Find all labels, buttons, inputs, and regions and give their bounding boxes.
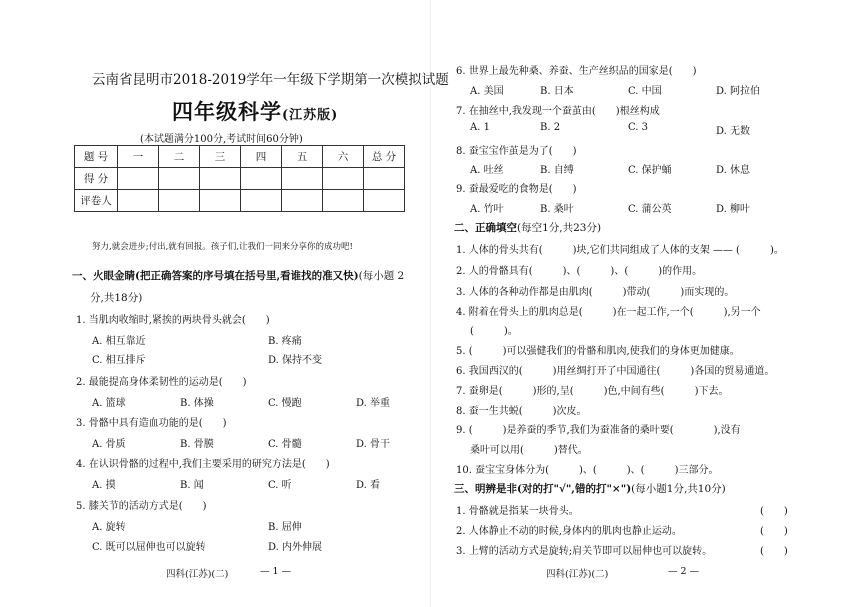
fill-item: 1. 人体的骨头共有( )块,它们共同组成了人体的支架 —— ( )。 [456,245,784,256]
option: C. 蒲公英 [628,204,672,215]
score-cell[interactable] [118,168,159,190]
option: D. 内外伸展 [268,542,323,553]
option: C. 中国 [628,86,662,97]
option: C. 骨髓 [268,439,302,450]
score-row-label: 得 分 [75,168,118,190]
score-table-header: 一 [118,146,159,168]
option: B. 日本 [540,86,574,97]
score-table-header: 六 [323,146,364,168]
option: C. 听 [268,480,292,491]
right-page [430,0,860,607]
score-cell[interactable] [323,190,364,212]
subject-heading [172,96,338,126]
question: 6. 世界上最先种桑、养蚕、生产丝织品的国家是( ) [456,66,697,77]
option: A. 旋转 [92,522,126,533]
fill-item: 7. 蚕卵是( )形的,呈( )色,中间有些( )下去。 [456,386,729,397]
option: B. 体操 [180,398,214,409]
page-number: — 1 — [260,566,292,577]
question: 3. 骨骼中具有造血功能的是( ) [76,418,227,429]
score-row-label: 评卷人 [75,190,118,212]
option: A. 吐丝 [470,165,504,176]
option: A. 相互靠近 [92,336,146,347]
option: B. 骨膜 [180,439,214,450]
score-cell[interactable] [159,190,200,212]
score-cell[interactable] [323,168,364,190]
fill-item: 4. 附着在骨头上的肌肉总是( )在一起工作,一个( ),另一个 [456,307,761,318]
judge-item: 3. 上臂的活动方式是旋转;肩关节即可以屈伸也可以旋转。 [456,546,713,557]
question: 1. 当肌肉收缩时,紧挨的两块骨头就会( ) [76,315,270,326]
fill-item: 6. 我国西汉的( )用丝绸打开了中国通往( )各国的贸易通道。 [456,366,775,377]
section3-score: (每小题1分,共10分) [631,483,726,495]
question: 5. 膝关节的活动方式是( ) [76,501,207,512]
option: D. 休息 [716,165,751,176]
option: B. 屈伸 [268,522,302,533]
exam-title: 云南省昆明市2018-2019学年一年级下学期第一次模拟试题 [92,72,449,88]
score-table-header: 总 分 [364,146,405,168]
question: 7. 在抽丝中,我发现一个蚕茧由( )根丝构成 [456,106,660,117]
score-table-header-row [75,146,405,168]
option: C. 保护蛹 [628,165,672,176]
score-cell[interactable] [159,168,200,190]
option: D. 看 [356,480,381,491]
option: A. 骨质 [92,439,126,450]
answer-paren[interactable]: ( ) [760,506,788,517]
option: D. 阿拉伯 [716,86,761,97]
section2-title-text: 二、正确填空 [454,222,517,234]
fill-item: 10. 蚕宝宝身体分为( )、( )、( )三部分。 [456,465,719,476]
option: D. 无数 [716,126,751,137]
option: B. 2 [540,122,561,133]
section1-title [72,268,404,283]
option: B. 闻 [180,480,204,491]
option: B. 自缚 [540,165,574,176]
option: D. 举重 [356,398,391,409]
score-cell[interactable] [241,190,282,212]
question: 2. 最能提高身体柔韧性的运动是( ) [76,377,247,388]
option: C. 慢跑 [268,398,302,409]
fill-item-cont: 桑叶可以用( )替代。 [470,445,588,456]
score-cell[interactable] [364,190,405,212]
judge-item: 1. 骨骼就是指某一块骨头。 [456,506,579,517]
question: 8. 蚕宝宝作茧是为了( ) [456,146,577,157]
footer-label: 四科(江苏)(二) [166,569,229,580]
section1-score-cont: 分,共18分) [90,292,143,304]
option: D. 柳叶 [716,204,751,215]
score-table-header: 五 [282,146,323,168]
judge-item: 2. 人体静止不动的时候,身体内的肌肉也静止运动。 [456,526,682,537]
option: C. 既可以屈伸也可以旋转 [92,542,206,553]
fill-item-cont: ( )。 [470,326,518,337]
option: A. 竹叶 [470,204,504,215]
fill-item: 5. ( )可以强健我们的骨骼和肌肉,使我们的身体更加健康。 [456,346,740,357]
score-cell[interactable] [241,168,282,190]
section1-score: (每小题 2 [358,270,405,282]
answer-paren[interactable]: ( ) [760,546,788,557]
motto: 努力,就会进步;付出,就有回报。孩子们,让我们一同来分享你的成功吧! [92,242,353,252]
section3-title [454,481,726,496]
section2-title [454,220,601,235]
score-table-row [75,190,405,212]
score-cell[interactable] [282,190,323,212]
score-table-header: 题 号 [75,146,118,168]
footer-label: 四科(江苏)(二) [546,569,609,580]
score-table [74,145,405,212]
score-cell[interactable] [364,168,405,190]
score-table-row [75,168,405,190]
option: B. 疼痛 [268,336,302,347]
option: A. 篮球 [92,398,126,409]
fill-item: 9. ( )是养蚕的季节,我们为蚕准备的桑叶要( ),没有 [456,425,741,436]
score-table-header: 二 [159,146,200,168]
score-table-header: 四 [241,146,282,168]
option: B. 桑叶 [540,204,574,215]
question: 9. 蚕最爱吃的食物是( ) [456,184,577,195]
answer-paren[interactable]: ( ) [760,526,788,537]
subject-edition: (江苏版) [282,108,339,123]
section3-title-text: 三、明辨是非(对的打"√",错的打"×") [454,483,632,495]
exam-note: (本试题满分100分,考试时间60分钟) [140,134,303,145]
fill-item: 2. 人的骨骼具有( )、( )、( )的作用。 [456,266,703,277]
score-cell[interactable] [200,168,241,190]
option: D. 骨干 [356,439,391,450]
score-cell[interactable] [118,190,159,212]
score-table-header: 三 [200,146,241,168]
option: A. 美国 [470,86,504,97]
option: A. 1 [470,122,490,133]
fill-item: 8. 蚕一生共蜕( )次皮。 [456,406,587,417]
subject-name: 四年级科学 [172,99,282,124]
page-number: — 2 — [668,566,700,577]
option: C. 相互排斥 [92,355,146,366]
section2-score: (每空1分,共23分) [517,222,602,234]
section1-title-text: 一、火眼金睛(把正确答案的序号填在括号里,看谁找的准又快) [72,270,359,282]
option: C. 3 [628,122,649,133]
score-cell[interactable] [200,190,241,212]
question: 4. 在认识骨骼的过程中,我们主要采用的研究方法是( ) [76,459,330,470]
option: D. 保持不变 [268,355,323,366]
fill-item: 3. 人体的各种动作都是由肌肉( )带动( )而实现的。 [456,287,735,298]
option: A. 摸 [92,480,116,491]
score-cell[interactable] [282,168,323,190]
